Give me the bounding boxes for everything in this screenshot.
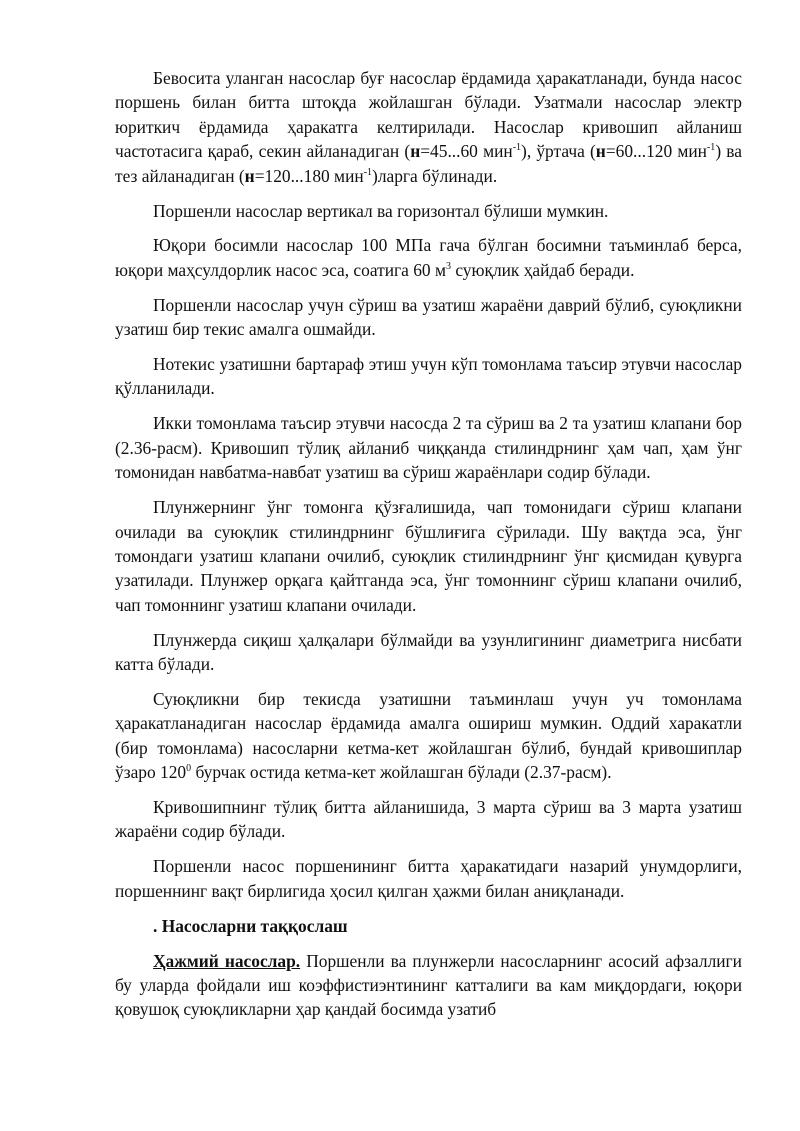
- paragraph-theoretical-capacity: Поршенли насос поршенининг битта ҳаракатидаги назарий унумдорлиги, поршеннинг вақт бирлигида ҳосил қилган ҳажми билан аниқланади.: [115, 856, 742, 901]
- paragraph-crank-rotation: Кривошипнинг тўлиқ битта айланишида, 3 марта сўриш ва 3 марта узатиш жараёни содир бўлади.: [115, 797, 742, 842]
- paragraph-triple-action: Суюқликни бир текисда узатишни таъминлаш учун уч томонлама ҳаракатланадиган насослар ёрдамида амалга ошириш мумкин. Оддий харакатли (бир томонлама) насосларни кетма-кет жойлашган бўлиб, бундай кривошиплар ўзаро $120^0$ бурчак остида кетма-кет жойлашган бўлади (2.37-расм).: [115, 688, 742, 783]
- paragraph-double-action: Икки томонлама таъсир этувчи насосда 2 та сўриш ва 2 та узатиш клапани бор (2.36-расм). Кривошип тўлиқ айланиб чиққанда стилиндрнинг ҳам чап, ҳам ўнг томонидан навбатма-навбат узатиш ва сўриш жараёнлари содир бўлади.: [115, 413, 742, 483]
- term-volumetric-pumps: Ҳажмий насослар.: [153, 950, 301, 971]
- section-heading: . Насосларни таққослаш: [153, 915, 348, 936]
- paragraph-high-pressure: Юқори босимли насослар 100 МПа гача бўлган босимни таъминлаб берса, юқори маҳсулдорлик насос эса, соатига 60 $м^3$ суюқлик ҳайдаб беради.: [115, 235, 742, 280]
- document-page: [115, 66, 742, 1032]
- paragraph-multi-action: Нотекис узатишни бартараф этиш учун кўп томонлама таъсир этувчи насослар қўлланилади.: [115, 354, 742, 399]
- paragraph-pump-drive-types: Бевосита уланган насослар буғ насослар ёрдамида ҳаракатланади, бунда насос поршень билан битта штоқда жойлашган бўлади. Узатмали насослар электр юриткич ёрдамида ҳаракатга келтирилади. Насослар кривошип айланиш частотасига қараб, секин айланадиган (н=45...60 мин$^{-1}$), ўртача (н=60...120 мин$^{-1}$) ва тез айланадиган (н=120...180 мин$^{-1}$)ларга бўлинади.: [115, 68, 742, 186]
- paragraph-volumetric-pumps: Ҳажмий насослар. Поршенли ва плунжерли насосларнинг асосий афзаллиги бу уларда фойдали иш коэффистиэнтининг катталиги ва кам миқдордаги, юқори қовушоқ суюқликларни ҳар қандай босимда узатиб: [115, 950, 742, 1020]
- paragraph-plunger-motion: Плунжернинг ўнг томонга қўзғалишида, чап томонидаги сўриш клапани очилади ва суюқлик стилиндрнинг бўшлиғига сўрилади. Шу вақтда эса, ўнг томондаги узатиш клапани очилиб, суюқлик стилиндрнинг ўнг қисмидан қувурга узатилади. Плунжер орқага қайтганда эса, ўнг томоннинг сўриш клапани очилиб, чап томоннинг узатиш клапани очилади.: [115, 497, 742, 615]
- paragraph-periodic-flow: Поршенли насослар учун сўриш ва узатиш жараёни даврий бўлиб, суюқликни узатиш бир текис амалга ошмайди.: [115, 294, 742, 340]
- paragraph-plunger-rings: Плунжерда сиқиш ҳалқалари бўлмайди ва узунлигининг диаметрига нисбати катта бўлади.: [115, 629, 742, 675]
- paragraph-orientation: Поршенли насослар вертикал ва горизонтал бўлиши мумкин.: [153, 200, 609, 221]
